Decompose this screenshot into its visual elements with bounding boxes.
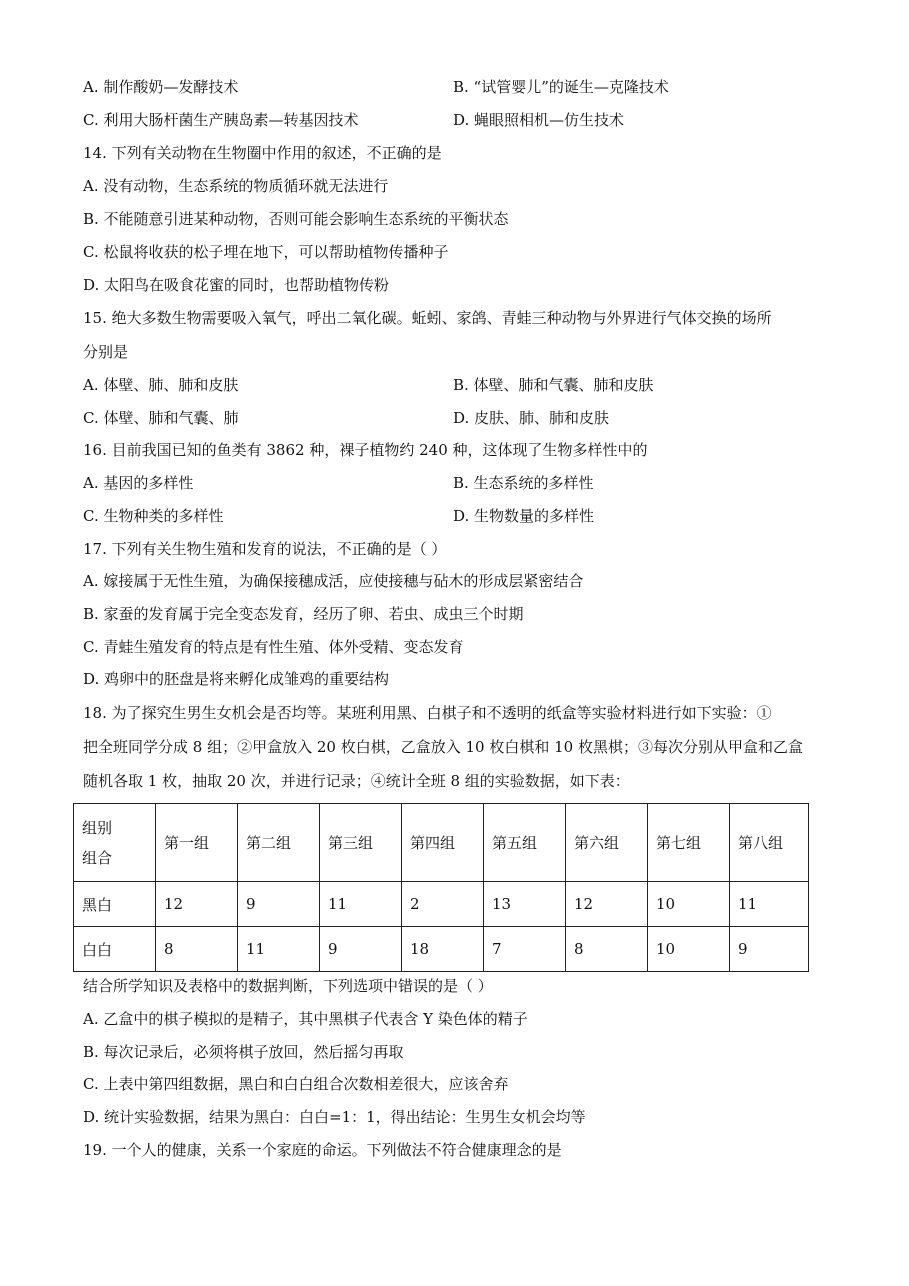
experiment-table (73, 803, 809, 972)
header-group-1: 第一组 (156, 804, 238, 882)
header-group-6: 第六组 (566, 804, 648, 882)
q17-option-a: A. 嫁接属于无性生殖，为确保接穗成活，应使接穗与砧木的形成层紧密结合 (83, 572, 584, 590)
q13-option-a: A. 制作酸奶—发酵技术 (83, 78, 239, 96)
q16-option-d: D. 生物数量的多样性 (453, 507, 595, 525)
corner-label-group: 组别 (82, 818, 113, 837)
table-cell: 2 (402, 882, 484, 927)
q15-option-b: B. 体壁、肺和气囊、肺和皮肤 (453, 376, 654, 394)
q18-option-a: A. 乙盒中的棋子模拟的是精子，其中黑棋子代表含 Y 染色体的精子 (83, 1010, 528, 1028)
q18-option-d: D. 统计实验数据，结果为黑白：白白=1：1，得出结论：生男生女机会均等 (83, 1108, 586, 1126)
q14-option-c: C. 松鼠将收获的松子埋在地下，可以帮助植物传播种子 (83, 243, 449, 261)
table-row (74, 882, 809, 927)
q18-stem-line1: 18. 为了探究生男生女机会是否均等。某班利用黑、白棋子和不透明的纸盒等实验材料进行如下实验：① (83, 704, 772, 722)
row-label-black-white: 黑白 (74, 882, 156, 927)
q18-after-table: 结合所学知识及表格中的数据判断，下列选项中错误的是（ ） (83, 977, 493, 995)
q15-stem-line2: 分别是 (83, 343, 129, 361)
table-cell: 9 (730, 927, 809, 972)
q16-option-a: A. 基因的多样性 (83, 474, 194, 492)
table-cell: 9 (320, 927, 402, 972)
q14-stem: 14. 下列有关动物在生物圈中作用的叙述，不正确的是 (83, 144, 442, 162)
q16-option-b: B. 生态系统的多样性 (453, 474, 594, 492)
table-row (74, 927, 809, 972)
q18-stem-line3: 随机各取 1 枚，抽取 20 次，并进行记录；④统计全班 8 组的实验数据，如下表： (83, 772, 630, 790)
q18-stem-line2: 把全班同学分成 8 组；②甲盒放入 20 枚白棋，乙盒放入 10 枚白棋和 10 枚黑棋；③每次分别从甲盒和乙盒 (83, 738, 803, 756)
q15-option-d: D. 皮肤、肺、肺和皮肤 (453, 409, 610, 427)
table-cell: 8 (566, 927, 648, 972)
q17-option-c: C. 青蛙生殖发育的特点是有性生殖、体外受精、变态发育 (83, 638, 464, 656)
table-corner-cell (74, 804, 156, 882)
q17-option-d: D. 鸡卵中的胚盘是将来孵化成雏鸡的重要结构 (83, 670, 390, 688)
q14-option-d: D. 太阳鸟在吸食花蜜的同时，也帮助植物传粉 (83, 276, 390, 294)
q15-option-a: A. 体壁、肺、肺和皮肤 (83, 376, 239, 394)
q18-option-c: C. 上表中第四组数据，黑白和白白组合次数相差很大，应该舍弃 (83, 1075, 509, 1093)
table-cell: 10 (648, 927, 730, 972)
q17-option-b: B. 家蚕的发育属于完全变态发育，经历了卵、若虫、成虫三个时期 (83, 605, 524, 623)
corner-label-combo: 组合 (82, 848, 113, 867)
table-cell: 7 (484, 927, 566, 972)
table-cell: 11 (320, 882, 402, 927)
table-cell: 10 (648, 882, 730, 927)
table-cell: 8 (156, 927, 238, 972)
q15-stem-line1: 15. 绝大多数生物需要吸入氧气，呼出二氧化碳。蚯蚓、家鸽、青蛙三种动物与外界进行气体交换的场所 (83, 309, 772, 327)
row-label-white-white: 白白 (74, 927, 156, 972)
q18-option-b: B. 每次记录后，必须将棋子放回，然后摇匀再取 (83, 1043, 404, 1061)
header-group-3: 第三组 (320, 804, 402, 882)
table-cell: 11 (730, 882, 809, 927)
q19-stem: 19. 一个人的健康，关系一个家庭的命运。下列做法不符合健康理念的是 (83, 1141, 562, 1159)
header-group-2: 第二组 (238, 804, 320, 882)
table-cell: 13 (484, 882, 566, 927)
table-cell: 12 (566, 882, 648, 927)
q14-option-a: A. 没有动物，生态系统的物质循环就无法进行 (83, 177, 389, 195)
table-header-row (74, 804, 809, 882)
header-group-7: 第七组 (648, 804, 730, 882)
q16-option-c: C. 生物种类的多样性 (83, 507, 224, 525)
table-cell: 9 (238, 882, 320, 927)
table-cell: 12 (156, 882, 238, 927)
q13-option-c: C. 利用大肠杆菌生产胰岛素—转基因技术 (83, 111, 359, 129)
header-group-8: 第八组 (730, 804, 809, 882)
q17-stem: 17. 下列有关生物生殖和发育的说法，不正确的是（ ） (83, 540, 447, 558)
table-cell: 11 (238, 927, 320, 972)
table-cell: 18 (402, 927, 484, 972)
q13-option-d: D. 蝇眼照相机—仿生技术 (453, 111, 625, 129)
header-group-4: 第四组 (402, 804, 484, 882)
q13-option-b: B. “试管婴儿”的诞生—克隆技术 (453, 78, 669, 96)
q14-option-b: B. 不能随意引进某种动物，否则可能会影响生态系统的平衡状态 (83, 210, 509, 228)
q15-option-c: C. 体壁、肺和气囊、肺 (83, 409, 239, 427)
header-group-5: 第五组 (484, 804, 566, 882)
q16-stem: 16. 目前我国已知的鱼类有 3862 种，裸子植物约 240 种，这体现了生物多样性中的 (83, 441, 648, 459)
